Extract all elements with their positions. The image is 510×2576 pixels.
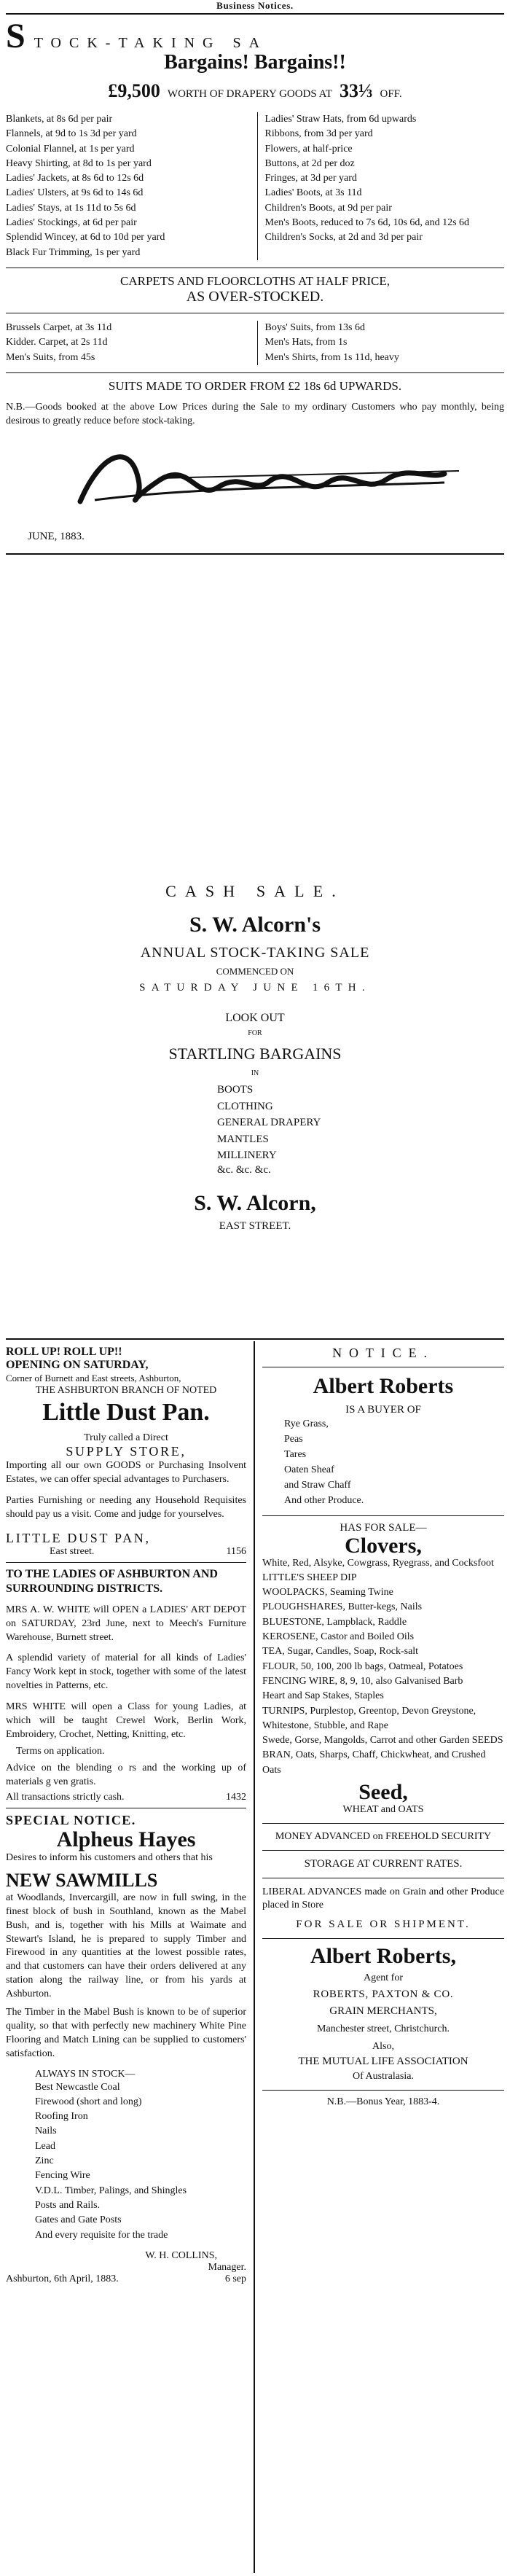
for-text: FOR <box>248 1029 262 1037</box>
price-item: Ladies' Ulsters, at 9s 6d to 14s 6d <box>6 187 144 199</box>
parties-text: Parties Furnishing or needing any Household Requisites should pay us a visit. Come and judge for yourselves. <box>6 1495 246 1520</box>
title-dropcap: S <box>6 17 26 55</box>
price-item: Men's Boots, reduced to 7s 6d, 10s 6d, and 12s 6d <box>264 217 470 229</box>
buyer-text: IS A BUYER OF <box>345 1403 421 1416</box>
sawmills-text: at Woodlands, Invercargill, are now in full swing, in the finest block of bush in Southland, known as the Mabel Bush, and is, together with his Mills at Waimate and Stewart's Island, he is prepared to supply Timber and Firewood in any quantities at the lowest possible rates, and that customers can have their orders delivered at any station along the railway line, or from his yards at Ashburton. <box>6 1892 246 2000</box>
ad1-date: JUNE, 1883. <box>28 530 85 542</box>
fraction: 33⅓ <box>340 80 373 101</box>
stock-list <box>35 2080 246 2243</box>
price-item: Ladies' Stays, at 1s 11d to 5s 6d <box>6 202 136 214</box>
price-list-right-2 <box>257 321 505 365</box>
price-item: Splendid Wincey, at 6d to 10d per yard <box>6 232 165 243</box>
code-1156: 1156 <box>226 1545 246 1557</box>
price-item: Fringes, at 3d per yard <box>264 173 357 184</box>
price-item: Blankets, at 8s 6d per pair <box>6 114 113 125</box>
sale-item: FLOUR, 50, 100, 200 lb bags, Oatmeal, Potatoes <box>262 1660 463 1672</box>
collins-name: W. H. COLLINS, <box>145 2249 217 2261</box>
signature-graphic <box>51 436 459 523</box>
desires-text: Desires to inform his customers and others that his <box>6 1851 213 1863</box>
albert-roberts-2: Albert Roberts, <box>310 1944 456 1969</box>
stock-item: Zinc <box>35 2155 54 2167</box>
commenced-text: COMMENCED ON <box>216 966 294 977</box>
etc-text: &c. &c. &c. <box>217 1163 271 1176</box>
bottom-columns <box>6 1341 504 2573</box>
opening-text: OPENING ON SATURDAY, <box>6 1359 149 1371</box>
stock-item: Nails <box>35 2126 57 2137</box>
sale-item: Heart and Sap Stakes, Staples <box>262 1690 384 1702</box>
price-item: Ladies' Straw Hats, from 6d upwards <box>264 114 417 125</box>
left-column <box>6 1341 254 2573</box>
buy-item: Rye Grass, <box>284 1418 329 1429</box>
section-header: Business Notices. <box>216 0 294 11</box>
carpets-line2: AS OVER-STOCKED. <box>186 288 324 305</box>
stock-item: Lead <box>35 2140 55 2152</box>
buy-item: Peas <box>284 1433 303 1445</box>
australasia: Of Australasia. <box>353 2070 414 2082</box>
buy-list <box>284 1416 504 1508</box>
agent-for: Agent for <box>363 1972 404 1983</box>
seed: Seed, <box>358 1780 408 1805</box>
collins-date: Ashburton, 6th April, 1883. <box>6 2273 119 2284</box>
stock-item: Gates and Gate Posts <box>35 2214 122 2226</box>
corner-text: Corner of Burnett and East streets, Ashburton, <box>6 1373 181 1383</box>
alcorn-ad <box>6 875 504 1327</box>
sale-title: ANNUAL STOCK-TAKING SALE <box>140 945 370 961</box>
price-item: Men's Suits, from 45s <box>6 351 95 363</box>
right-column <box>254 1341 504 2573</box>
for-sale-text: HAS FOR SALE— <box>340 1521 427 1534</box>
east-street: East street. <box>50 1545 95 1557</box>
code-1432: 1432 <box>226 1792 246 1803</box>
sale-item: FENCING WIRE, 8, 9, 10, also Galvanised Barb <box>262 1675 463 1687</box>
alcorn-name: S. W. Alcorn's <box>189 913 321 937</box>
price-item: Men's Shirts, from 1s 11d, heavy <box>264 351 399 363</box>
sale-item: Swede, Gorse, Mangolds, Carrot and other Garden SEEDS <box>262 1735 503 1746</box>
price-list-right <box>257 112 505 260</box>
cash-text: All transactions strictly cash. <box>6 1792 125 1803</box>
sale-item: BRAN, Oats, Sharps, Chaff, Chickwheat, and Crushed Oats <box>262 1749 486 1776</box>
stock-item: Best Newcastle Coal <box>35 2081 120 2093</box>
storage-text: STORAGE AT CURRENT RATES. <box>304 1857 463 1870</box>
stock-item: V.D.L. Timber, Palings, and Shingles <box>35 2185 187 2196</box>
importing-text: Importing all our own GOODS or Purchasing Insolvent Estates, we can offer special advantages to Purchasers. <box>6 1460 246 1486</box>
manager-text: Manager. <box>208 2261 246 2273</box>
price-item: Ladies' Stockings, at 6d per pair <box>6 217 137 229</box>
terms-text: Terms on application. <box>16 1745 105 1757</box>
stock-taking-ad <box>6 0 504 875</box>
price-item: Ladies' Jackets, at 8s 6d to 12s 6d <box>6 173 144 184</box>
liberal-text: LIBERAL ADVANCES made on Grain and other Produce placed in Store <box>262 1886 504 1911</box>
price-item: Boys' Suits, from 13s 6d <box>264 321 365 333</box>
alcorn-item: MANTLES <box>217 1133 269 1145</box>
white-para-2: A splendid variety of material for all kinds of Ladies' Fancy Work kept in stock, together with some of the latest novelties in Patterns, etc. <box>6 1652 246 1692</box>
nb-note: N.B.—Goods booked at the above Low Prices during the Sale to my ordinary Customers who pay monthly, being desirous to greatly reduce before stock-taking. <box>6 401 504 426</box>
day-text: SATURDAY JUNE 16TH. <box>139 982 371 994</box>
supply-store-text: SUPPLY STORE, <box>66 1444 187 1459</box>
stock-item: And every requisite for the trade <box>35 2229 168 2241</box>
sale-item: LITTLE'S SHEEP DIP <box>262 1572 357 1583</box>
roberts-paxton: ROBERTS, PAXTON & CO. <box>313 1988 454 2000</box>
sale-item: BLUESTONE, Lampblack, Raddle <box>262 1616 407 1628</box>
ldp-2: LITTLE DUST PAN, <box>6 1530 151 1545</box>
price-item: Flannels, at 9d to 1s 3d per yard <box>6 128 137 140</box>
price-item: Heavy Shirting, at 8d to 1s per yard <box>6 157 152 169</box>
amount: £9,500 <box>108 80 160 101</box>
alcorn-name-2: S. W. Alcorn, <box>194 1190 316 1215</box>
mutual-life: THE MUTUAL LIFE ASSOCIATION <box>298 2055 468 2067</box>
alcorn-street: EAST STREET. <box>219 1219 291 1232</box>
sale-item: WOOLPACKS, Seaming Twine <box>262 1587 393 1599</box>
buy-item: and Straw Chaff <box>284 1479 351 1491</box>
stock-item: Fencing Wire <box>35 2170 90 2182</box>
sale-item: PLOUGHSHARES, Butter-kegs, Nails <box>262 1601 423 1613</box>
stock-item: Roofing Iron <box>35 2111 88 2123</box>
wheat-oats: WHEAT and OATS <box>342 1803 424 1815</box>
off-text: OFF. <box>380 88 402 100</box>
bargains-heading: Bargains! Bargains!! <box>164 51 346 74</box>
alcorn-item: MILLINERY <box>217 1150 277 1161</box>
truly-text: Truly called a Direct <box>84 1432 168 1444</box>
signature <box>6 429 504 531</box>
alpheus-hayes: Alpheus Hayes <box>56 1827 196 1852</box>
buy-item: And other Produce. <box>284 1494 364 1506</box>
cash-sale-heading: CASH SALE. <box>165 882 345 900</box>
price-item: Children's Socks, at 2d and 3d per pair <box>264 232 423 243</box>
look-out-text: LOOK OUT <box>225 1012 285 1024</box>
suits-line: SUITS MADE TO ORDER FROM £2 18s 6d UPWARDS. <box>108 378 402 393</box>
alcorn-item: BOOTS <box>217 1084 254 1096</box>
price-item: Black Fur Trimming, 1s per yard <box>6 246 141 258</box>
price-item: Men's Hats, from 1s <box>264 337 348 348</box>
price-list-left-2 <box>6 321 246 365</box>
clovers-text: White, Red, Alsyke, Cowgrass, Ryegrass, and Cocksfoot <box>262 1558 494 1569</box>
for-sale-shipment: FOR SALE OR SHIPMENT. <box>296 1919 471 1931</box>
always-in-stock: ALWAYS IN STOCK— <box>35 2068 136 2080</box>
sale-item: TEA, Sugar, Candles, Soap, Rock-salt <box>262 1646 419 1658</box>
little-dust-pan-title: Little Dust Pan. <box>42 1398 210 1426</box>
sale-item: KEROSENE, Castor and Boiled Oils <box>262 1631 415 1643</box>
amount-text: WORTH OF DRAPERY GOODS AT <box>167 88 332 100</box>
manchester-street: Manchester street, Christchurch. <box>317 2023 450 2034</box>
white-para-1: MRS A. W. WHITE will OPEN a LADIES' ART DEPOT on SATURDAY, 23rd June, next to Meech's Furniture Warehouse, Burnett street. <box>6 1604 246 1643</box>
sale-item: TURNIPS, Purplestop, Greentop, Devon Greystone, Whitestone, Stubble, and Rape <box>262 1705 476 1731</box>
timber-text: The Timber in the Mabel Bush is known to be of superior quality, so that with perfectly new machinery White Pine Flooring and Match Lining can be supplied to customers' satisfaction. <box>6 2007 246 2059</box>
buy-item: Tares <box>284 1448 307 1460</box>
sale-list <box>262 1571 504 1778</box>
title-rest: TOCK-TAKING SA <box>34 35 268 51</box>
startling-text: STARTLING BARGAINS <box>168 1045 342 1063</box>
price-item: Buttons, at 2d per doz <box>264 157 355 169</box>
price-list-left <box>6 112 246 260</box>
alcorn-items <box>217 1082 504 1164</box>
branch-text: THE ASHBURTON BRANCH OF NOTED <box>35 1384 217 1396</box>
rollup-heading: ROLL UP! ROLL UP!! <box>6 1346 122 1358</box>
notice-heading: NOTICE. <box>332 1346 434 1360</box>
grain-merchants: GRAIN MERCHANTS, <box>329 2005 437 2017</box>
advice-text: Advice on the blending o rs and the working up of materials g ven gratis. <box>6 1762 246 1787</box>
clovers: Clovers, <box>345 1533 422 1558</box>
price-item: Ribbons, from 3d per yard <box>264 128 373 140</box>
also-text: Also, <box>372 2040 394 2052</box>
alcorn-item: GENERAL DRAPERY <box>217 1117 321 1128</box>
price-item: Brussels Carpet, at 3s 11d <box>6 321 112 333</box>
price-item: Flowers, at half-price <box>264 143 353 155</box>
buy-item: Oaten Sheaf <box>284 1464 334 1475</box>
code-6sep: 6 sep <box>224 2273 246 2284</box>
price-item: Children's Boots, at 9d per pair <box>264 202 392 214</box>
white-para-3: MRS WHITE will open a Class for young Ladies, at which will be taught Crewel Work, Berlin Work, Embroidery, Crochet, Netting, Knitting, etc. <box>6 1701 246 1740</box>
in-text: IN <box>251 1069 259 1077</box>
stock-item: Firewood (short and long) <box>35 2096 142 2107</box>
money-advanced: MONEY ADVANCED on FREEHOLD SECURITY <box>275 1830 492 1842</box>
special-notice: SPECIAL NOTICE. <box>6 1813 136 1828</box>
price-item: Kidder. Carpet, at 2s 11d <box>6 337 108 348</box>
alcorn-item: CLOTHING <box>217 1100 273 1112</box>
bonus-text: N.B.—Bonus Year, 1883-4. <box>326 2096 440 2107</box>
carpets-line1: CARPETS AND FLOORCLOTHS AT HALF PRICE, <box>120 273 390 288</box>
albert-roberts: Albert Roberts <box>313 1374 454 1398</box>
ladies-heading: TO THE LADIES OF ASHBURTON AND SURROUNDING DISTRICTS. <box>6 1567 218 1595</box>
price-item: Ladies' Boots, at 3s 11d <box>264 187 362 199</box>
stock-item: Posts and Rails. <box>35 2199 101 2211</box>
new-sawmills: NEW SAWMILLS <box>6 1869 158 1891</box>
price-item: Colonial Flannel, at 1s per yard <box>6 143 135 155</box>
